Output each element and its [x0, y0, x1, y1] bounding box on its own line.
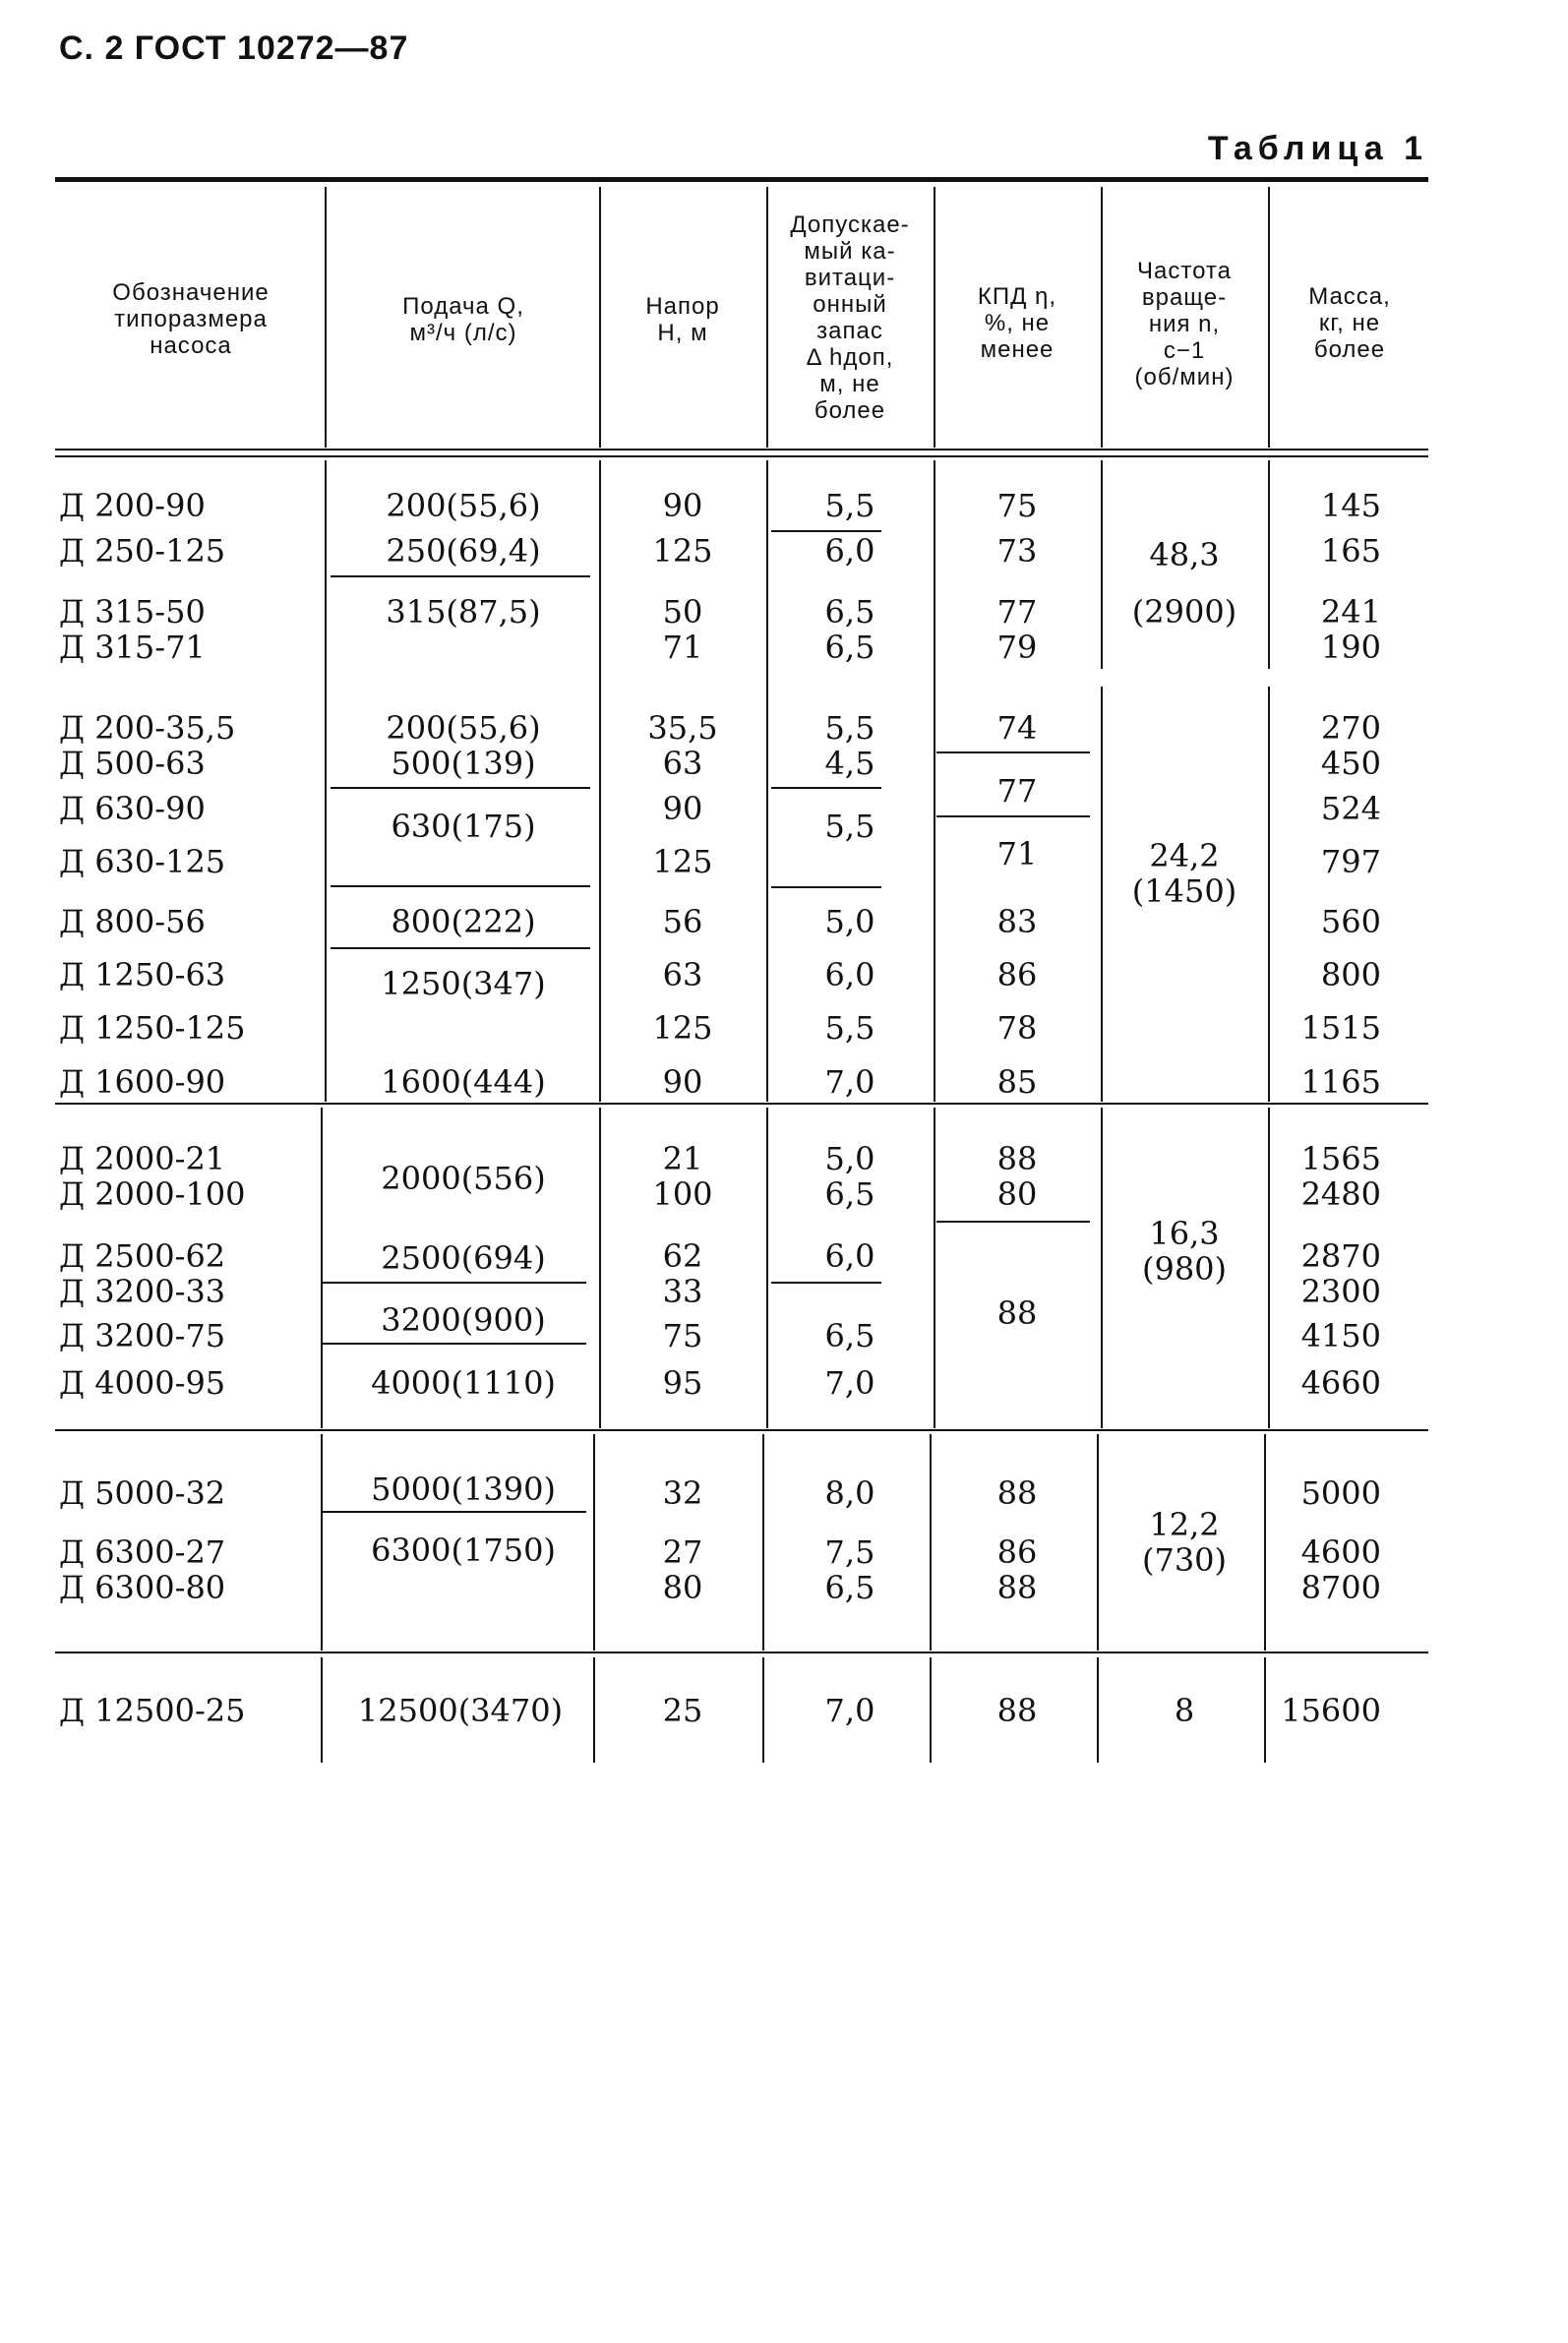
cell-efficiency: 77 [996, 593, 1038, 631]
flow-cell: 250(69,4) [386, 532, 541, 570]
cell-efficiency: 74 [996, 709, 1038, 747]
cell-designation: Д 3200-75 [59, 1317, 226, 1354]
header-flow: Подача Q, м³/ч (л/с) [402, 293, 524, 346]
cell-npsh: 8,0 [824, 1474, 875, 1512]
cell-npsh: 5,5 [824, 1009, 875, 1047]
cell-designation: Д 1250-125 [59, 1009, 246, 1047]
speed-cell: (1450) [1131, 872, 1237, 910]
cell-npsh: 4,5 [824, 745, 875, 782]
speed-cell: 12,2 [1149, 1506, 1220, 1543]
cell-designation: Д 315-71 [59, 629, 206, 666]
cell-rule [331, 575, 590, 577]
cell-head: 125 [652, 843, 713, 880]
cell-mass: 4150 [1300, 1317, 1381, 1354]
cell-designation: Д 12500-25 [59, 1692, 246, 1729]
cell-mass: 15600 [1281, 1692, 1381, 1729]
header-rule-1 [55, 449, 1428, 451]
cell-designation: Д 2000-21 [59, 1140, 226, 1177]
cell-designation: Д 2500-62 [59, 1237, 226, 1275]
flow-cell: 2000(556) [381, 1160, 546, 1197]
cell-npsh: 6,5 [824, 1569, 875, 1606]
flow-cell: 5000(1390) [371, 1471, 556, 1508]
cell-head: 75 [662, 1317, 703, 1354]
cell-designation: Д 6300-80 [59, 1569, 226, 1606]
column-rule [325, 187, 327, 448]
page-header: С. 2 ГОСТ 10272—87 [59, 30, 409, 67]
header-designation: Обозначение типоразмера насоса [112, 279, 270, 359]
cell-designation: Д 800-56 [59, 903, 206, 940]
speed-cell: 24,2 [1149, 837, 1220, 874]
header-speed: Частота враще- ния n, с−1 (об/мин) [1134, 258, 1235, 390]
cell-rule [936, 751, 1090, 753]
cell-rule [331, 787, 590, 789]
cell-efficiency: 88 [996, 1569, 1038, 1606]
flow-cell: 1250(347) [381, 965, 546, 1002]
column-rule [599, 460, 601, 1102]
cell-efficiency: 86 [996, 956, 1038, 993]
cell-npsh: 7,0 [824, 1063, 875, 1101]
cell-head: 71 [662, 629, 703, 666]
cell-efficiency: 85 [996, 1063, 1038, 1101]
header-head: Напор H, м [645, 293, 720, 346]
cell-mass: 2870 [1300, 1237, 1381, 1275]
group-divider-2 [55, 1429, 1428, 1431]
cell-mass: 190 [1320, 629, 1381, 666]
speed-cell: (980) [1141, 1250, 1228, 1288]
efficiency-cell: 71 [996, 835, 1038, 872]
cell-npsh: 6,5 [824, 593, 875, 631]
cell-npsh: 6,5 [824, 629, 875, 666]
header-npsh: Допускае- мый ка- витаци- онный запас Δ hдоп, м, не более [790, 211, 910, 424]
cell-designation: Д 500-63 [59, 745, 206, 782]
column-rule [1101, 187, 1103, 448]
cell-rule [771, 886, 881, 888]
flow-cell: 800(222) [391, 903, 536, 940]
cell-mass: 4660 [1300, 1364, 1381, 1402]
cell-efficiency: 78 [996, 1009, 1038, 1047]
speed-cell: 8 [1174, 1692, 1195, 1729]
cell-designation: Д 315-50 [59, 593, 206, 631]
cell-npsh: 6,0 [824, 1237, 875, 1275]
column-rule [934, 187, 935, 448]
efficiency-cell: 77 [996, 772, 1038, 810]
speed-cell: (730) [1141, 1541, 1228, 1579]
cell-npsh: 6,5 [824, 1175, 875, 1213]
column-rule [1101, 1108, 1103, 1428]
cell-mass: 1565 [1300, 1140, 1381, 1177]
cell-mass: 5000 [1300, 1474, 1381, 1512]
cell-efficiency: 88 [996, 1474, 1038, 1512]
cell-rule [331, 885, 590, 887]
cell-mass: 797 [1320, 843, 1381, 880]
npsh-cell: 5,5 [824, 808, 875, 845]
cell-designation: Д 630-90 [59, 790, 206, 827]
column-rule [1101, 460, 1103, 669]
cell-npsh: 5,0 [824, 903, 875, 940]
cell-mass: 1515 [1300, 1009, 1381, 1047]
column-rule [766, 187, 768, 448]
cell-efficiency: 83 [996, 903, 1038, 940]
cell-mass: 145 [1320, 487, 1381, 524]
cell-mass: 241 [1320, 593, 1381, 631]
cell-mass: 2300 [1300, 1273, 1381, 1310]
cell-efficiency: 75 [996, 487, 1038, 524]
cell-head: 56 [662, 903, 703, 940]
cell-head: 62 [662, 1237, 703, 1275]
cell-designation: Д 630-125 [59, 843, 226, 880]
cell-designation: Д 200-35,5 [59, 709, 236, 747]
cell-mass: 1165 [1300, 1063, 1381, 1101]
cell-npsh: 7,0 [824, 1364, 875, 1402]
cell-head: 125 [652, 532, 713, 570]
header-efficiency: КПД η, %, не менее [977, 283, 1057, 363]
header-mass: Масса, кг, не более [1308, 283, 1391, 363]
speed-cell: 48,3 [1149, 536, 1220, 573]
cell-head: 21 [662, 1140, 703, 1177]
cell-efficiency: 88 [996, 1692, 1038, 1729]
cell-head: 63 [662, 745, 703, 782]
cell-npsh: 6,5 [824, 1317, 875, 1354]
flow-cell: 200(55,6) [386, 487, 541, 524]
column-rule [599, 1108, 601, 1428]
flow-cell: 2500(694) [381, 1239, 546, 1277]
cell-efficiency: 79 [996, 629, 1038, 666]
cell-npsh: 7,5 [824, 1533, 875, 1571]
cell-head: 25 [662, 1692, 703, 1729]
cell-head: 95 [662, 1364, 703, 1402]
cell-designation: Д 5000-32 [59, 1474, 226, 1512]
cell-head: 35,5 [647, 709, 718, 747]
flow-cell: 6300(1750) [371, 1532, 556, 1569]
speed-cell: 16,3 [1149, 1215, 1220, 1252]
cell-efficiency: 73 [996, 532, 1038, 570]
cell-mass: 2480 [1300, 1175, 1381, 1213]
cell-efficiency: 80 [996, 1175, 1038, 1213]
column-rule [599, 187, 601, 448]
cell-head: 90 [662, 487, 703, 524]
flow-cell: 4000(1110) [371, 1364, 556, 1402]
cell-head: 33 [662, 1273, 703, 1310]
cell-npsh: 7,0 [824, 1692, 875, 1729]
cell-mass: 4600 [1300, 1533, 1381, 1571]
cell-mass: 165 [1320, 532, 1381, 570]
cell-efficiency: 86 [996, 1533, 1038, 1571]
cell-npsh: 5,0 [824, 1140, 875, 1177]
group-divider-3 [55, 1652, 1428, 1653]
cell-rule [771, 1282, 881, 1284]
cell-rule [936, 815, 1090, 817]
cell-mass: 524 [1320, 790, 1381, 827]
cell-efficiency: 88 [996, 1140, 1038, 1177]
cell-designation: Д 1250-63 [59, 956, 226, 993]
cell-rule [323, 1343, 586, 1345]
speed-cell: (2900) [1131, 593, 1237, 631]
column-rule [934, 1108, 935, 1428]
cell-npsh: 5,5 [824, 487, 875, 524]
cell-designation: Д 6300-27 [59, 1533, 226, 1571]
column-rule [1101, 687, 1103, 1102]
header-rule-2 [55, 455, 1428, 457]
cell-head: 50 [662, 593, 703, 631]
cell-mass: 450 [1320, 745, 1381, 782]
cell-head: 80 [662, 1569, 703, 1606]
table-top-rule [55, 177, 1428, 182]
cell-head: 32 [662, 1474, 703, 1512]
flow-cell: 500(139) [391, 745, 536, 782]
cell-designation: Д 2000-100 [59, 1175, 246, 1213]
flow-cell: 630(175) [391, 808, 536, 845]
column-rule [1268, 460, 1270, 669]
cell-npsh: 6,0 [824, 532, 875, 570]
column-rule [1268, 1108, 1270, 1428]
column-rule [934, 460, 935, 1102]
cell-head: 63 [662, 956, 703, 993]
column-rule [766, 460, 768, 1102]
flow-cell: 315(87,5) [386, 593, 541, 631]
column-rule [1268, 187, 1270, 448]
efficiency-cell: 88 [996, 1294, 1038, 1332]
column-rule [1268, 687, 1270, 1102]
cell-head: 27 [662, 1533, 703, 1571]
cell-designation: Д 3200-33 [59, 1273, 226, 1310]
flow-cell: 200(55,6) [386, 709, 541, 747]
flow-cell: 3200(900) [381, 1301, 546, 1339]
cell-designation: Д 200-90 [59, 487, 206, 524]
column-rule [766, 1108, 768, 1428]
cell-npsh: 5,5 [824, 709, 875, 747]
cell-rule [771, 787, 881, 789]
table-title: Таблица 1 [1207, 130, 1428, 167]
cell-rule [936, 1221, 1090, 1223]
cell-rule [323, 1511, 586, 1513]
cell-head: 125 [652, 1009, 713, 1047]
cell-head: 90 [662, 790, 703, 827]
cell-rule [323, 1282, 586, 1284]
group-divider-1 [55, 1103, 1428, 1105]
cell-rule [331, 947, 590, 949]
cell-npsh: 6,0 [824, 956, 875, 993]
cell-mass: 8700 [1300, 1569, 1381, 1606]
cell-mass: 270 [1320, 709, 1381, 747]
cell-designation: Д 1600-90 [59, 1063, 226, 1101]
flow-cell: 1600(444) [381, 1063, 546, 1101]
column-rule [325, 460, 327, 1102]
cell-head: 90 [662, 1063, 703, 1101]
cell-mass: 800 [1320, 956, 1381, 993]
cell-designation: Д 250-125 [59, 532, 226, 570]
cell-mass: 560 [1320, 903, 1381, 940]
cell-designation: Д 4000-95 [59, 1364, 226, 1402]
cell-head: 100 [652, 1175, 713, 1213]
flow-cell: 12500(3470) [357, 1692, 564, 1729]
